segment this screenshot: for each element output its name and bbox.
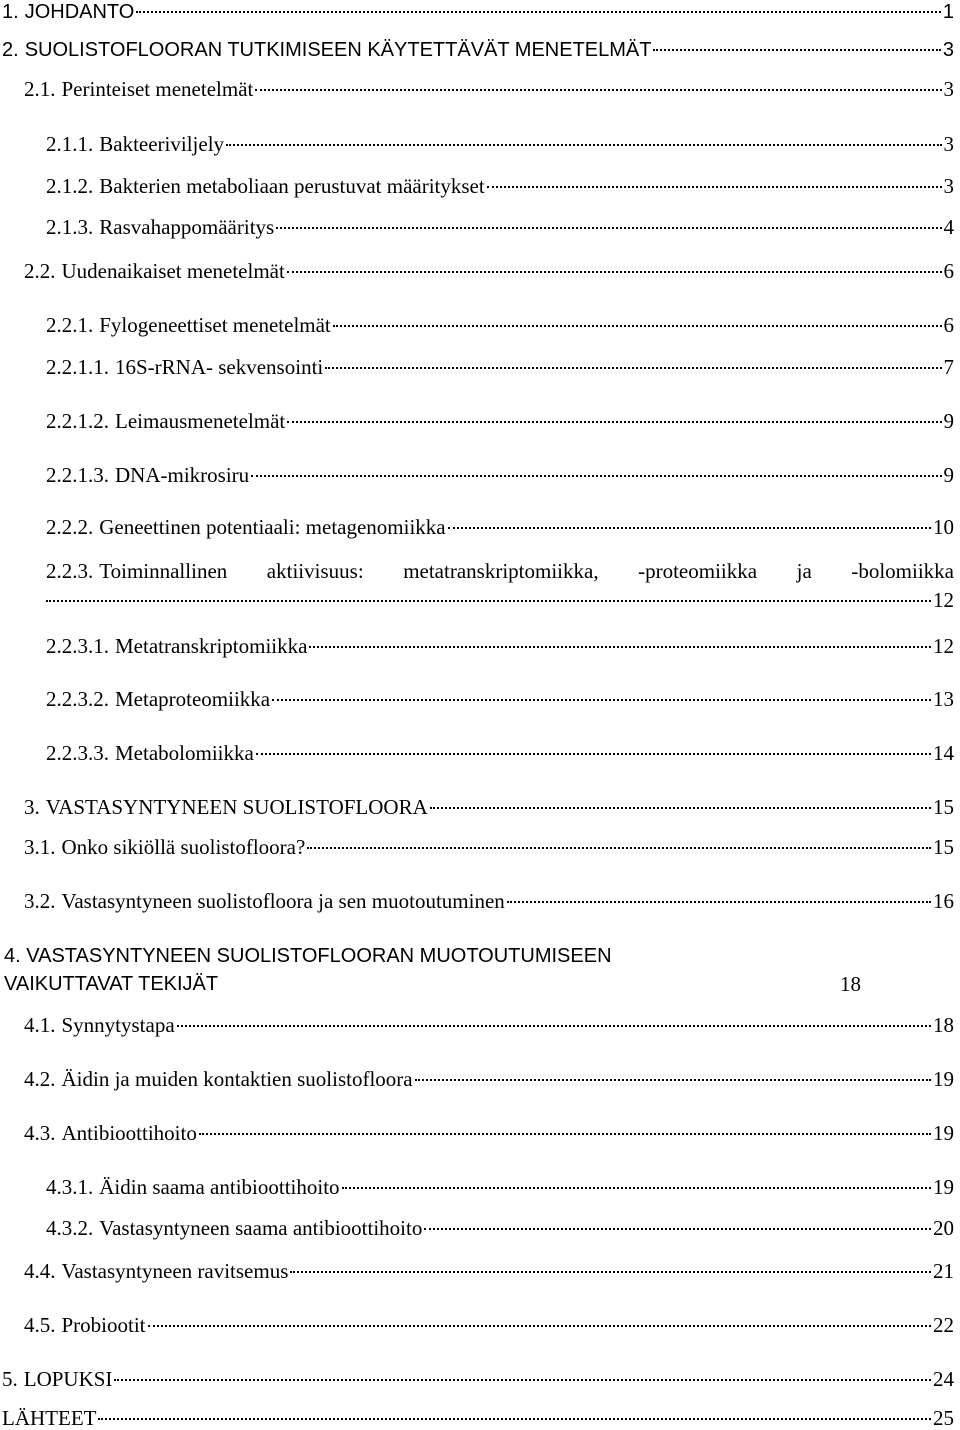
toc-page-number: 6: [943, 313, 954, 337]
toc-title: Perinteiset menetelmät: [61, 77, 254, 101]
dot-leader: [487, 186, 942, 188]
toc-page-number: 6: [943, 259, 954, 283]
toc-page-number: 15: [933, 795, 954, 819]
toc-entry[interactable]: [46, 215, 954, 239]
toc-page-number: 12: [933, 588, 954, 612]
dot-leader: [114, 1379, 931, 1381]
toc-title: Metatranskriptomiikka: [115, 634, 308, 658]
toc-page-number: 24: [933, 1367, 954, 1391]
toc-number: 2.2.3.1.: [46, 634, 109, 658]
dot-leader: [255, 89, 941, 91]
toc-entry[interactable]: [24, 1313, 954, 1337]
toc-page-number: 14: [933, 741, 954, 765]
toc-number: 5.: [2, 1367, 18, 1391]
toc-number: 2.2.1.: [46, 313, 94, 337]
toc-page-number: 20: [933, 1216, 954, 1240]
toc-title: Äidin saama antibioottihoito: [99, 1175, 340, 1199]
dot-leader: [199, 1133, 931, 1135]
toc-number: 2.1.1.: [46, 132, 94, 156]
toc-title: Bakteeriviljely: [99, 132, 225, 156]
toc-entry[interactable]: [2, 38, 954, 62]
toc-entry[interactable]: [46, 1175, 954, 1199]
dot-leader: [251, 475, 941, 477]
toc-title: Äidin ja muiden kontaktien suolistofloora: [61, 1067, 413, 1091]
toc-entry[interactable]: [46, 741, 954, 765]
toc-title: Onko sikiöllä suolistofloora?: [61, 835, 306, 859]
toc-entry[interactable]: [46, 174, 954, 198]
toc-number: 3.1.: [24, 835, 56, 859]
dot-leader: [307, 847, 931, 849]
toc-title: Metaproteomiikka: [115, 687, 271, 711]
toc-entry-multiline[interactable]: [4, 941, 954, 999]
toc-number: 2.2.1.3.: [46, 463, 109, 487]
toc-title: 16S-rRNA- sekvensointi: [115, 355, 324, 379]
toc-entry[interactable]: [46, 132, 954, 156]
toc-number: 2.2.1.2.: [46, 409, 109, 433]
toc-entry[interactable]: [46, 313, 954, 337]
toc-page-number: 19: [933, 1067, 954, 1091]
toc-page-number: 3: [943, 77, 954, 101]
toc-title: LÄHTEET: [2, 1406, 97, 1430]
toc-title: Toiminnallinen aktiivisuus: metatranskriptomiikka, -proteomiikka ja -bolomiikka: [99, 559, 954, 583]
toc-entry[interactable]: [46, 355, 954, 379]
toc-entry[interactable]: [2, 1367, 954, 1391]
toc-page-number: 10: [933, 515, 954, 539]
dot-leader: [136, 11, 941, 13]
toc-number: 2.1.2.: [46, 174, 94, 198]
toc-number: 4.1.: [24, 1013, 56, 1037]
toc-number: 3.2.: [24, 889, 56, 913]
toc-title: Metabolomiikka: [115, 741, 254, 765]
toc-number: 2.2.3.3.: [46, 741, 109, 765]
toc-title: Antibioottihoito: [61, 1121, 197, 1145]
toc-title: SUOLISTOFLOORAN TUTKIMISEEN KÄYTETTÄVÄT MENETELMÄT: [24, 39, 652, 61]
toc-title: Vastasyntyneen suolistofloora ja sen muotoutuminen: [61, 889, 505, 913]
toc-title: Synnytystapa: [61, 1013, 175, 1037]
toc-number: 4.5.: [24, 1313, 56, 1337]
toc-title: Fylogeneettiset menetelmät: [99, 313, 331, 337]
dot-leader: [448, 527, 931, 529]
toc-page-number: 9: [943, 409, 954, 433]
dot-leader: [325, 367, 941, 369]
toc-page-number: 19: [933, 1121, 954, 1145]
toc-page-number: 1: [942, 1, 954, 23]
toc-number: 2.2.1.1.: [46, 355, 109, 379]
toc-entry[interactable]: [24, 795, 954, 819]
dot-leader: [226, 144, 941, 146]
toc-entry[interactable]: [24, 259, 954, 283]
toc-number: 4.3.1.: [46, 1175, 94, 1199]
toc-title: DNA-mikrosiru: [115, 463, 250, 487]
toc-number: 4.2.: [24, 1067, 56, 1091]
dot-leader: [653, 49, 940, 51]
dot-leader: [309, 646, 931, 648]
dot-leader: [287, 421, 941, 423]
toc-page-number: 12: [933, 634, 954, 658]
toc-page-number: 13: [933, 687, 954, 711]
dot-leader: [507, 901, 931, 903]
toc-number: 1.: [2, 1, 19, 23]
toc-title: Rasvahappomääritys: [99, 215, 275, 239]
toc-entry[interactable]: [2, 1406, 954, 1430]
toc-entry[interactable]: [2, 0, 954, 24]
toc-page-number: 21: [933, 1259, 954, 1283]
dot-leader: [415, 1079, 931, 1081]
toc-page-number: 4: [943, 215, 954, 239]
toc-entry[interactable]: [24, 1259, 954, 1283]
toc-number: 3.: [24, 795, 40, 819]
toc-entry[interactable]: [46, 687, 954, 711]
dot-leader: [276, 227, 941, 229]
toc-entry[interactable]: [46, 463, 954, 487]
dot-leader: [46, 600, 931, 602]
toc-number: 4.: [4, 945, 21, 967]
toc-entry[interactable]: [24, 1121, 954, 1145]
dot-leader: [256, 753, 931, 755]
toc-title-line1: [4, 941, 954, 971]
dot-leader: [430, 807, 931, 809]
toc-page-number: 19: [933, 1175, 954, 1199]
dot-leader: [342, 1187, 931, 1189]
dot-leader: [148, 1325, 931, 1327]
toc-title: Geneettinen potentiaali: metagenomiikka: [99, 515, 446, 539]
toc-page-number: 22: [933, 1313, 954, 1337]
toc-number: 2.2.3.: [46, 559, 94, 583]
toc-page-number: 16: [933, 889, 954, 913]
dot-leader: [272, 699, 931, 701]
toc-entry[interactable]: [46, 634, 954, 658]
dot-leader: [290, 1271, 931, 1273]
toc-number: 2.1.: [24, 77, 56, 101]
toc-title: Leimausmenetelmät: [115, 409, 286, 433]
toc-page-number: 3: [942, 39, 954, 61]
toc-number: 4.3.: [24, 1121, 56, 1145]
toc-title: Uudenaikaiset menetelmät: [61, 259, 285, 283]
toc-number: 2.2.: [24, 259, 56, 283]
dot-leader: [424, 1228, 931, 1230]
dot-leader: [333, 325, 942, 327]
toc-title: JOHDANTO: [24, 1, 135, 23]
toc-entry[interactable]: [24, 1013, 954, 1037]
toc-title: Bakterien metaboliaan perustuvat määritykset: [99, 174, 485, 198]
toc-entry[interactable]: [24, 77, 954, 101]
toc-entry[interactable]: [24, 1067, 954, 1091]
toc-page-number: 25: [933, 1406, 954, 1430]
toc-entry-multiline[interactable]: [46, 559, 954, 583]
toc-title-continuation: VAIKUTTAVAT TEKIJÄT: [4, 973, 219, 995]
toc-page-number: 9: [943, 463, 954, 487]
toc-title: Vastasyntyneen ravitsemus: [61, 1259, 289, 1283]
toc-number: 2.2.3.2.: [46, 687, 109, 711]
toc-number: 4.3.2.: [46, 1216, 94, 1240]
toc-entry[interactable]: [24, 835, 954, 859]
toc-number: 2.: [2, 39, 19, 61]
toc-number: 2.2.2.: [46, 515, 94, 539]
toc-entry[interactable]: [24, 889, 954, 913]
dot-leader: [287, 271, 942, 273]
dot-leader: [177, 1025, 931, 1027]
toc-title: LOPUKSI: [23, 1367, 113, 1391]
toc-entry-continuation: [46, 588, 954, 612]
toc-number: 4.4.: [24, 1259, 56, 1283]
toc-page-number: 3: [943, 132, 954, 156]
toc-page-number: 3: [943, 174, 954, 198]
toc-entry[interactable]: [46, 515, 954, 539]
toc-page-number: 7: [943, 355, 954, 379]
dot-leader: [98, 1418, 931, 1420]
toc-title: Vastasyntyneen saama antibioottihoito: [99, 1216, 423, 1240]
toc-entry[interactable]: [46, 1216, 954, 1240]
toc-title: VASTASYNTYNEEN SUOLISTOFLOORAN MUOTOUTUMISEEN: [26, 945, 612, 967]
toc-entry[interactable]: [46, 409, 954, 433]
toc-title: Probiootit: [61, 1313, 146, 1337]
toc-number: 2.1.3.: [46, 215, 94, 239]
toc-page-number: 18: [933, 1013, 954, 1037]
toc-page-number: 18: [840, 972, 861, 996]
toc-page-number: 15: [933, 835, 954, 859]
toc-title: VASTASYNTYNEEN SUOLISTOFLOORA: [45, 795, 428, 819]
